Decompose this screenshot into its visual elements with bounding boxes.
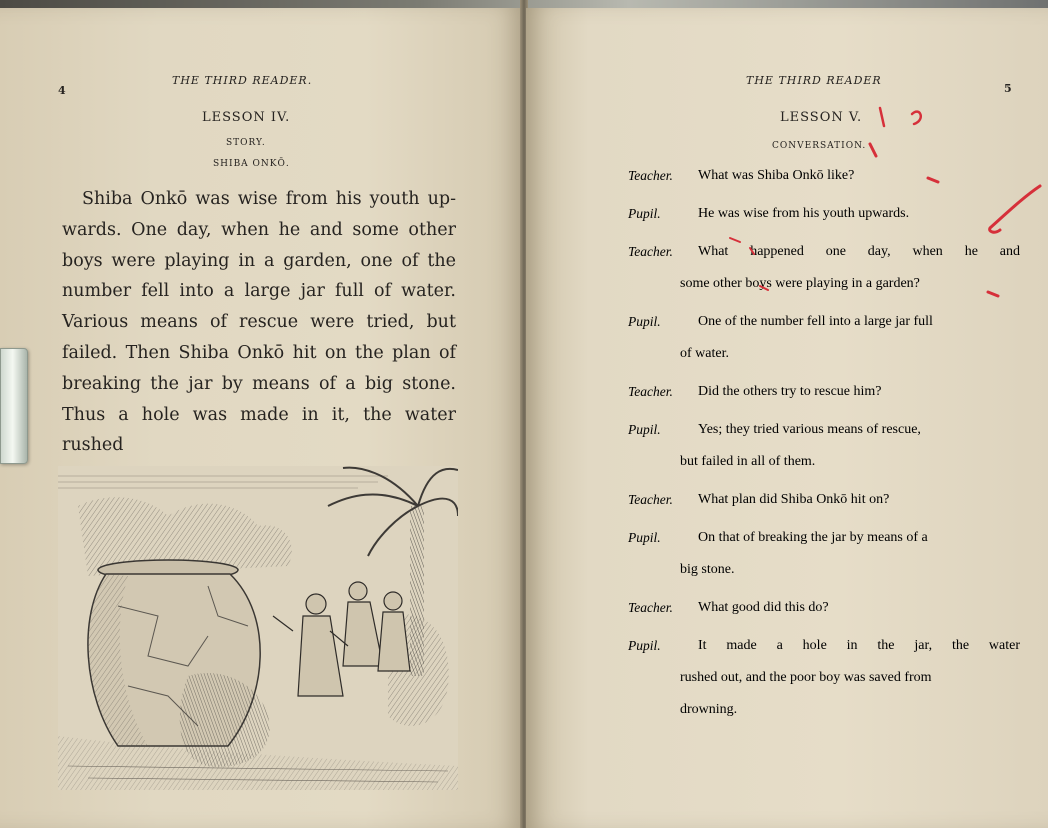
dialogue-line: drowning. [680, 702, 738, 717]
story-line: boys were playing in a garden, one of the [62, 250, 456, 271]
speaker-label: Teacher. [628, 600, 673, 615]
conversation-dialogue [628, 160, 1020, 726]
left-page [0, 8, 523, 828]
story-label: STORY. [226, 138, 266, 148]
speaker-label: Teacher. [628, 384, 673, 399]
lesson-v-title: LESSON V. [780, 110, 863, 125]
story-line: wards. One day, when he and some other [62, 219, 456, 240]
story-line: breaking the jar by means of a big stone. [62, 373, 456, 394]
left-page-number: 4 [58, 84, 66, 97]
speaker-label: Pupil. [628, 638, 661, 653]
dialogue-turn [628, 160, 1020, 192]
left-running-head: THE THIRD READER. [172, 74, 313, 87]
dialogue-line: rushed out, and the poor boy was saved from [680, 670, 932, 685]
speaker-label: Pupil. [628, 314, 661, 329]
dialogue-line: It made a hole in the jar, the water [698, 638, 1020, 653]
conversation-label: CONVERSATION. [772, 141, 867, 151]
dialogue-turn [628, 306, 1020, 370]
dialogue-turn [628, 198, 1020, 230]
dialogue-turn [628, 414, 1020, 478]
story-line: Thus a hole was made in it, the water rushed [62, 404, 456, 456]
story-line: failed. Then Shiba Onkō hit on the plan of [62, 342, 456, 363]
dialogue-line: What good did this do? [698, 600, 829, 615]
dialogue-turn [628, 484, 1020, 516]
right-running-head: THE THIRD READER [746, 74, 882, 87]
dialogue-turn [628, 592, 1020, 624]
speaker-label: Pupil. [628, 530, 661, 545]
dialogue-line: One of the number fell into a large jar full [698, 314, 933, 329]
story-line: number fell into a large jar full of water. [62, 281, 456, 302]
glass-clip [0, 348, 28, 464]
speaker-label: Pupil. [628, 422, 661, 437]
dialogue-line: What was Shiba Onkō like? [698, 168, 855, 183]
dialogue-line: big stone. [680, 562, 735, 577]
story-line: Various means of rescue were tried, but [62, 312, 456, 333]
dialogue-line: but failed in all of them. [680, 454, 816, 469]
engraving-illustration [58, 466, 458, 790]
dialogue-line: of water. [680, 346, 729, 361]
story-line: Shiba Onkō was wise from his youth up- [82, 189, 456, 209]
dialogue-turn [628, 630, 1020, 726]
dialogue-turn [628, 376, 1020, 408]
dialogue-line: Yes; they tried various means of rescue, [698, 422, 921, 437]
story-title: SHIBA ONKŌ. [213, 159, 290, 169]
speaker-label: Teacher. [628, 168, 673, 183]
dialogue-line: Did the others try to rescue him? [698, 384, 882, 399]
dialogue-line: some other boys were playing in a garden? [680, 276, 920, 291]
dialogue-line: What happened one day, when he and [698, 244, 1020, 259]
speaker-label: Teacher. [628, 244, 673, 259]
dialogue-line: On that of breaking the jar by means of a [698, 530, 928, 545]
dialogue-line: He was wise from his youth upwards. [698, 206, 910, 221]
dialogue-line: What plan did Shiba Onkō hit on? [698, 492, 890, 507]
speaker-label: Pupil. [628, 206, 661, 221]
lesson-iv-title: LESSON IV. [202, 110, 291, 125]
dialogue-turn [628, 522, 1020, 586]
dialogue-turn [628, 236, 1020, 300]
right-page-number: 5 [1004, 82, 1012, 95]
speaker-label: Teacher. [628, 492, 673, 507]
